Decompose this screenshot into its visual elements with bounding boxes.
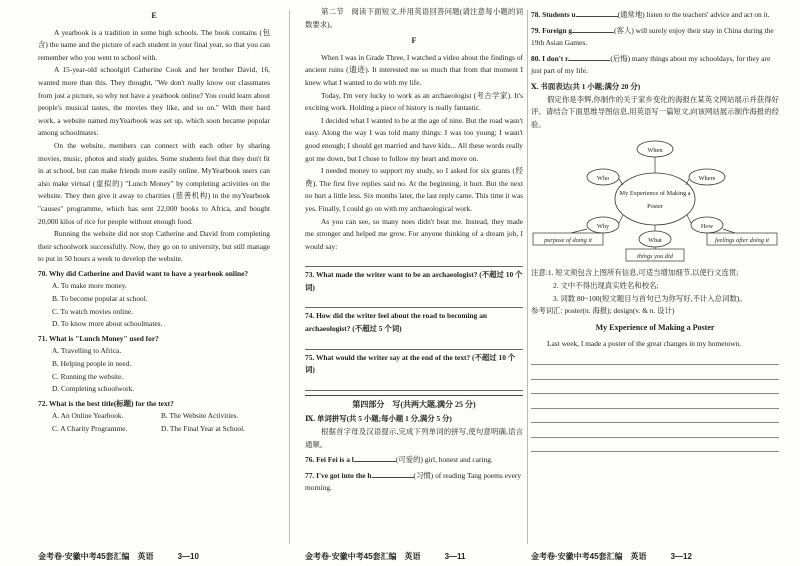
writing-line[interactable] xyxy=(531,394,779,409)
note: 注意:1. 短文须包含上图所有信息,可适当增加细节,以使行文连贯; xyxy=(531,268,739,278)
question-71: 71. What is "Lunch Money" used for? xyxy=(38,333,159,343)
option[interactable]: A. Travelling to Africa. xyxy=(52,346,122,356)
blank-input[interactable] xyxy=(572,24,614,33)
blank-input[interactable] xyxy=(576,8,618,17)
option[interactable]: A. An Online Yearbook. xyxy=(52,411,124,421)
mind-map-node-what: What xyxy=(648,237,662,245)
mind-map-node-where: Where xyxy=(698,175,716,183)
writing-line[interactable] xyxy=(531,423,779,438)
writing-line[interactable] xyxy=(531,438,779,453)
paragraph: On the website, members can connect with each other by sharing movies, music, photos and study guides. Some students feel that they don't fit in at school, but can make friends more easily online. MyYearbook users can also make virtual (虚拟的) "Lunch Money" by completing activities on the website. They then give it away to charities (慈善机构) in the myYearbook "causes" programme, which has sent 22,000 books to Africa, and bought 20,000 kilos of rice for people without enough food. xyxy=(38,140,270,226)
writing-line[interactable] xyxy=(531,380,779,395)
paragraph: As you can see, so many noes didn't beat me. Instead, they made me stronger and helped me grow. For anyone thinking of a dream job, I would say: xyxy=(305,216,523,251)
option[interactable]: B. Helping people in need. xyxy=(52,359,132,369)
paragraph: Running the website did not stop Catherine and David from completing their schoolwork successfully. Now, they go on to university, but still manage to put in 50 hours a week to develop the website. xyxy=(38,229,270,264)
option[interactable]: B. The Website Activities. xyxy=(161,411,239,421)
question-76: 76. Fei Fei is a l (可爱的) girl, honest and caring. xyxy=(305,455,493,465)
question-72: 72. What is the best title(标题) for the text? xyxy=(38,398,174,408)
answer-line[interactable] xyxy=(305,377,523,391)
column-divider xyxy=(527,10,528,544)
question-75: 75. What would the writer say at the end of the text? (不超过 10 个词) xyxy=(305,352,516,375)
mind-map-box-feelings: feelings after doing it xyxy=(714,237,770,245)
page-number: 3—11 xyxy=(444,552,466,561)
question-79: 79. Foreign g (客人) will surely enjoy their stay in China during the 19th Asian Games. xyxy=(531,25,774,48)
question-73: 73. What made the writer want to be an archaeologist? (不超过 10 个词) xyxy=(305,270,523,292)
option-row xyxy=(38,410,270,423)
section-instruction: 假定你是李辉,你制作的关于家乡变化的海报在某英文网站展示并获得好评。请结合下面思维导图信息,用英语写一篇短文,向该网站展示制作海报的经验。 xyxy=(531,94,779,129)
question-70: 70. Why did Catherine and David want to have a yearbook online? xyxy=(38,268,249,278)
page-number: 3—12 xyxy=(670,552,692,561)
answer-line[interactable] xyxy=(305,294,523,308)
answer-line[interactable] xyxy=(305,253,523,267)
note: 2. 文中不得出现真实姓名和校名; xyxy=(553,280,659,290)
writing-line[interactable] xyxy=(531,351,779,366)
section-heading: Ⅸ. 单词拼写(共 5 小题;每小题 1 分,满分 5 分) xyxy=(305,414,452,424)
passage-heading: F xyxy=(411,36,417,46)
mind-map-node-why: Why xyxy=(596,223,610,231)
writing-line[interactable] xyxy=(531,409,779,424)
question-80: 80. I don't r (后悔) many things about my schooldays, for they are just part of my life. xyxy=(531,53,771,76)
passage-heading: E xyxy=(151,11,157,20)
page-footer: 金考卷·安徽中考45套汇编 英语 3—10 xyxy=(38,552,199,561)
reference-vocabulary: 参考词汇: poster(n. 海报); design(v. & n. 设计) xyxy=(531,306,675,316)
option[interactable]: C. Running the website. xyxy=(52,371,124,381)
page-footer: 金考卷·安徽中考45套汇编 英语 3—12 xyxy=(531,552,692,561)
section-instruction: 根据首字母及汉语提示,完成下列单词的拼写,使句意明确,语言通顺。 xyxy=(305,427,523,449)
blank-input[interactable] xyxy=(568,52,610,61)
section-heading: Ⅹ. 书面表达(共 1 小题;满分 20 分) xyxy=(531,81,641,91)
column-left xyxy=(38,6,270,436)
paragraph: When I was in Grade Three, I watched a video about the findings of ancient ruins (遗迹). It interested me so much that from that moment I knew what I wanted to do with my life. xyxy=(305,52,523,87)
option[interactable]: D. To know more about schoolmates. xyxy=(52,319,163,329)
mind-map-box-purpose: purpose of doing it xyxy=(544,237,592,245)
blank-input[interactable] xyxy=(354,453,396,462)
paragraph: I decided what I wanted to be at the age of nine. But the road wasn't easy. Along the way I was told many things: I was too young; I wasn't good enough; I should get married and have kids... All these words really got me down, but I chose to follow my heart and move on. xyxy=(305,115,523,163)
question-78: 78. Students u (通常地) listen to the teachers' advice and act on it. xyxy=(531,10,770,19)
option[interactable]: C. To watch movies online. xyxy=(52,306,134,316)
note: 3. 词数 80~100(短文题目与首句已为你写好,不计入总词数)。 xyxy=(553,293,747,303)
mind-map-node-how: How xyxy=(700,223,714,231)
paragraph: I needed money to support my study, so I asked for six grants (经费). The first five replies said no. At the beginning, it hurt. But the next no hurt a little less. Six months later, the last reply came. This time it was yes. Finally, I could go on with my archaeological work. xyxy=(305,166,523,213)
writing-line[interactable] xyxy=(531,365,779,380)
question-74: 74. How did the writer feel about the road to becoming an archaeologist? (不超过 5 个词) xyxy=(305,311,488,334)
column-divider xyxy=(289,10,290,544)
question-77: 77. I've got into the h (习惯) of reading Tang poems every morning. xyxy=(305,470,522,493)
mind-map-box-things: things you did xyxy=(637,253,673,261)
mind-map-center: My Experience of Making a Poster xyxy=(619,190,691,210)
paragraph: Today, I'm very lucky to work as an archaeologist (考古学家). It's exciting work. Holding a piece of history is really fantastic. xyxy=(305,90,523,113)
page-footer: 金考卷·安徽中考45套汇编 英语 3—11 xyxy=(305,552,466,561)
paragraph: A yearbook is a tradition in some high schools. The book contains (包含) the name and the picture of each student in your final year, so that you can remember who you went to school with. xyxy=(38,27,270,62)
essay-opening: Last week, I made a poster of the great changes in my hometown. xyxy=(547,339,742,349)
column-middle xyxy=(305,6,523,495)
option[interactable]: D. Completing schoolwork. xyxy=(52,384,135,394)
mind-map-node-when: When xyxy=(647,147,663,155)
essay-title: My Experience of Making a Poster xyxy=(595,322,715,332)
paragraph: A 15-year-old schoolgirl Catherine Cook and her brother David, 16, wanted more than this. They thought, "We don't really know our classmates from just a picture, so why not have a yearbook online? You could learn about people's musical tastes, the movies they like, and so on." With their hard work, a website named myYearbook was set up, which soon became popular among schoolmates. xyxy=(38,65,270,138)
option[interactable]: D. The Final Year at School. xyxy=(161,424,246,433)
column-right xyxy=(531,6,779,452)
option[interactable]: C. A Charity Programme. xyxy=(52,424,128,433)
option-row xyxy=(38,423,270,436)
option[interactable]: A. To make more money. xyxy=(52,281,127,291)
section-instruction: 第二节 阅读下面短文,并用英语回答问题(请注意每小题的词数要求)。 xyxy=(305,7,523,29)
option[interactable]: B. To become popular at school. xyxy=(52,294,148,304)
mind-map-node-who: Who xyxy=(596,175,610,183)
blank-input[interactable] xyxy=(372,469,414,478)
part-heading: 第四部分 写(共两大题,满分 25 分) xyxy=(305,395,523,412)
answer-line[interactable] xyxy=(305,336,523,350)
mind-map xyxy=(531,135,779,263)
page-number: 3—10 xyxy=(177,552,199,561)
